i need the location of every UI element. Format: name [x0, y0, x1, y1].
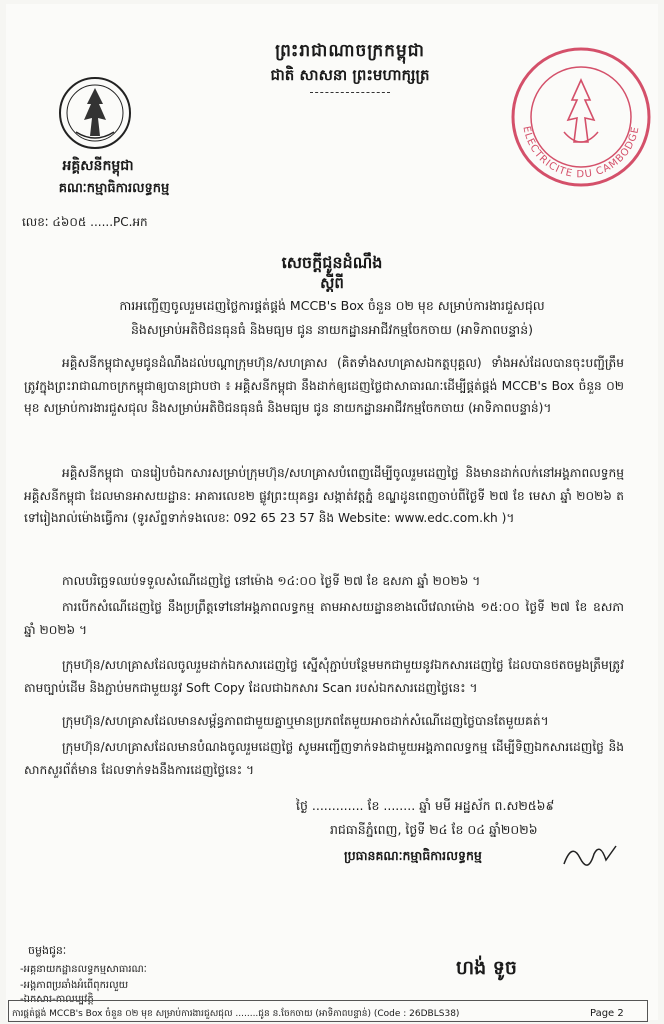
procurement-committee: គណៈកម្មាធិការលទ្ធកម្ម	[58, 181, 170, 196]
body-paragraph-5: ក្រុមហ៊ុន/សហគ្រាសដែលចូលរួមដាក់ឯកសារដេញថ្លៃ ស្នើសុំភ្ជាប់បន្ថែមមកជាមួយនូវឯកសារដេញថ្លៃ ដែលបានថតចម្លងត្រឹមត្រូវតាមច្បាប់ដើម និងភ្ជាប់មកជាមួយនូវ Soft Copy ដែលជាឯកសារ Scan របស់ឯកសារដេញថ្លៃនេះ ។	[24, 658, 624, 695]
cc-item: -អង្គភាពប្រឆាំងអំពើពុករលួយ	[20, 980, 129, 991]
cc-title: ចម្លងជូនៈ	[28, 944, 67, 957]
cc-item: -អគ្គនាយកដ្ឋានលទ្ធកម្មសាធារណៈ	[20, 964, 147, 975]
reference-number: លេខៈ ៤៦០៥ ......PC.អក	[22, 215, 148, 229]
svg-text:ELECTRICITE DU CAMBODGE: ELECTRICITE DU CAMBODGE	[520, 125, 642, 181]
lunar-date: ថ្ងៃ ............. ខែ ........ ឆ្នាំ មមី អដ្ឋស័ក ព.ស២៥៦៩	[296, 798, 555, 813]
place-date: រាជធានីភ្នំពេញ, ថ្ងៃទី ២៤ ខែ ០៤ ឆ្នាំ២០២៦	[330, 822, 538, 837]
body-paragraph-2: អគ្គិសនីកម្ពុជា បានរៀបចំឯកសារសម្រាប់ក្រុមហ៊ុន/សហគ្រាសបំពេញដើម្បីចូលរួមដេញថ្លៃ និងមានដាក់លក់នៅអង្គភាពលទ្ធកម្មអគ្គិសនីកម្ពុជា ដែលមានអាសយដ្ឋាន: អាគារលេខ២ ផ្លូវព្រះយុគន្ធរ សង្កាត់វត្តភ្នំ ខណ្ឌដូនពេញចាប់ពីថ្ងៃទី ២៧ ខែ មេសា ឆ្នាំ ២០២៦ តទៅរៀងរាល់ម៉ោងធ្វើការ (ទូរស័ព្ទទាក់ទងលេខៈ 092 65 23 57 និង Website: www.edc.com.kh )។	[24, 466, 624, 525]
cc-item: -ឯកសារ-កាលប្បវត្តិ	[20, 994, 94, 1005]
official-stamp-icon	[506, 42, 656, 192]
body-paragraph-4: ការបើកសំណើដេញថ្លៃ នឹងប្រព្រឹត្តទៅនៅអង្គភាពលទ្ធកម្ម តាមអាសយដ្ឋានខាងលើវេលាម៉ោង ១៥:០០ ថ្ងៃទី ២៧ ខែ ឧសភា ឆ្នាំ ២០២៦ ។	[24, 600, 624, 637]
page-number: Page 2	[590, 1008, 624, 1019]
signatory-name: ហង់ ទូច	[456, 957, 517, 979]
subject-line-1: ការអញ្ជើញចូលរួមដេញថ្លៃការផ្គត់ផ្គង់ MCCB's Box ចំនួន ០២ មុខ សម្រាប់ការងារជួសជុល	[119, 298, 545, 313]
notice-title: សេចក្តីជូនដំណឹង	[281, 253, 383, 272]
body-paragraph-7: ក្រុមហ៊ុន/សហគ្រាសដែលមានបំណងចូលរួមដេញថ្លៃ សូមអញ្ជើញទាក់ទងជាមួយអង្គភាពលទ្ធកម្ម ដើម្បីទិញឯកសារដេញថ្លៃ និងសាកសួរព័ត៌មាន ដែលទាក់ទងនឹងការដេញថ្លៃនេះ ។	[24, 740, 624, 777]
body-paragraph-6: ក្រុមហ៊ុន/សហគ្រាសដែលមានសម្ព័ន្ធភាពជាមួយគ្នាឬមានប្រភពតែមួយអាចដាក់សំណើដេញថ្លៃបានតែមួយគត់។	[62, 714, 549, 728]
subject-line-2: និងសម្រាប់អតិថិជនធុនធំ និងមធ្យម ជូន នាយកដ្ឋានអាជីវកម្មចែកចាយ (អាទិភាពបន្ទាន់)	[130, 322, 534, 337]
footer-text: ការផ្គត់ផ្គង់ MCCB's Box ចំនួន ០២ មុខ សម្រាប់ការងារជួសជុល ........ជូន ន.ចែកចាយ (អាទិភាពបន្ទាន់) (Code : 26DBLS38)	[12, 1009, 460, 1019]
header-divider	[310, 92, 390, 93]
body-paragraph-1: អគ្គិសនីកម្ពុជាសូមជូនដំណឹងដល់បណ្តាក្រុមហ៊ុន/សហគ្រាស (គិតទាំងសហគ្រាសឯកត្តបុគ្គល) ទាំងអស់ដែលបានចុះបញ្ជីត្រឹមត្រូវក្នុងព្រះរាជាណាចក្រកម្ពុជាឲ្យបានជ្រាបថា ៖ អគ្គិសនីកម្ពុជា នឹងដាក់ឲ្យដេញថ្លៃជាសាធារណៈដើម្បីផ្គត់ផ្គង់ MCCB's Box ចំនួន ០២ មុខ សម្រាប់ការងារជួសជុល និងសម្រាប់អតិថិជនធុនធំ និងមធ្យម ជូន នាយកដ្ឋានអាជីវកម្មចែកចាយ (អាទិភាពបន្ទាន់)។	[24, 356, 624, 415]
body-paragraph-3: កាលបរិច្ឆេទឈប់ទទួលសំណើដេញថ្លៃ នៅម៉ោង ១៤:០០ ថ្ងៃទី ២៧ ខែ ឧសភា ឆ្នាំ ២០២៦ ។	[62, 574, 481, 588]
signatory-role: ប្រធានគណៈកម្មាធិការលទ្ធកម្ម	[344, 848, 482, 863]
org-name: អគ្គិសនីកម្ពុជា	[62, 158, 134, 174]
kingdom-heading: ព្រះរាជាណាចក្រកម្ពុជា	[275, 41, 425, 61]
edc-logo-icon	[54, 74, 136, 152]
notice-subtitle: ស្តីពី	[320, 274, 344, 292]
national-motto: ជាតិ សាសនា ព្រះមហាក្សត្រ	[270, 66, 430, 84]
signature-scribble-icon	[560, 836, 620, 872]
